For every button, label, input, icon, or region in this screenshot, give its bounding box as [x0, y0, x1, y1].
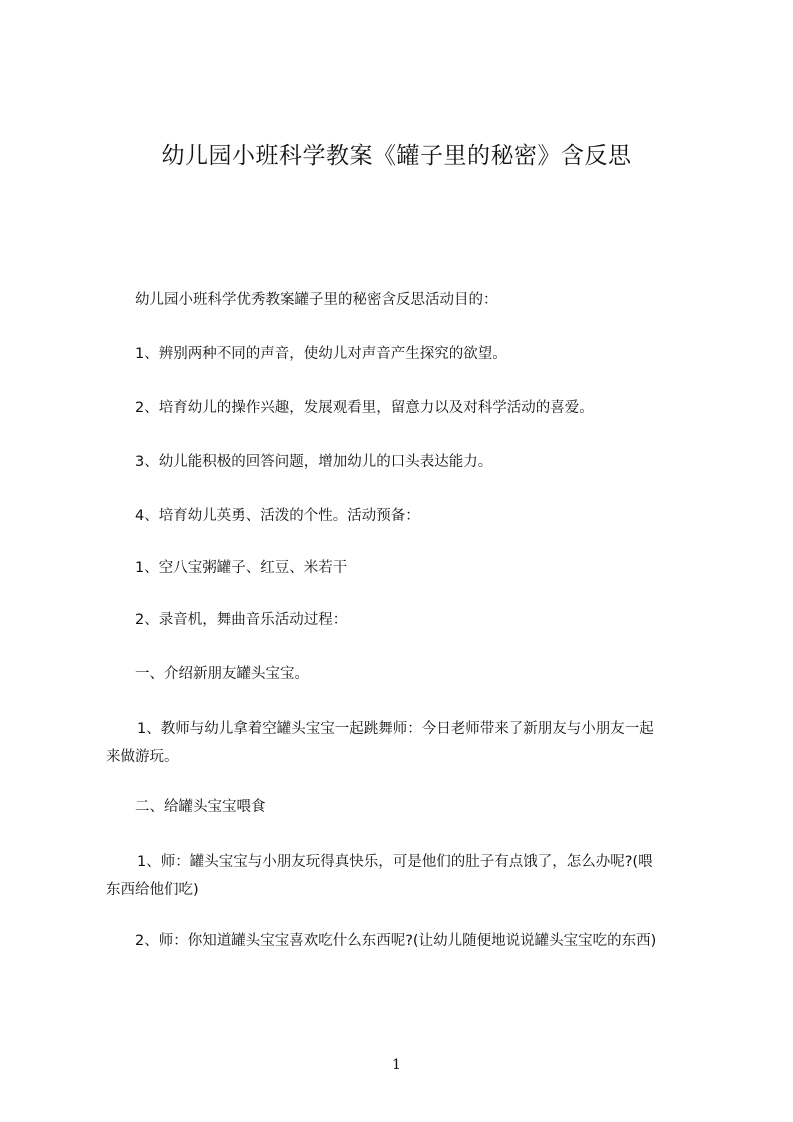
paragraph-feed-1 — [0, 848, 793, 904]
paragraph-feed-1-line-2: 东西给他们吃) — [106, 882, 199, 898]
paragraph-step-1 — [0, 715, 793, 771]
heading-section-1: 一、介绍新朋友罐头宝宝。 — [135, 666, 309, 682]
paragraph-objectives: 幼儿园小班科学优秀教案罐子里的秘密含反思活动目的： — [135, 292, 498, 308]
paragraph-prep-2: 2、录音机，舞曲音乐活动过程： — [135, 612, 348, 628]
paragraph-goal-2: 2、培育幼儿的操作兴趣，发展观看里，留意力以及对科学活动的喜爱。 — [135, 400, 594, 416]
paragraph-prep-1: 1、空八宝粥罐子、红豆、米若干 — [135, 560, 348, 576]
paragraph-feed-2: 2、师：你知道罐头宝宝喜欢吃什么东西呢?(让幼儿随便地说说罐头宝宝吃的东西) — [135, 933, 657, 949]
paragraph-step-1-line-2: 来做游玩。 — [106, 749, 179, 765]
paragraph-goal-1: 1、辨别两种不同的声音，使幼儿对声音产生探究的欲望。 — [135, 346, 507, 362]
paragraph-feed-1-line-1: 1、师：罐头宝宝与小朋友玩得真快乐，可是他们的肚子有点饿了，怎么办呢?(喂 — [137, 854, 653, 870]
document-title: 幼儿园小班科学教案《罐子里的秘密》含反思 — [161, 143, 632, 169]
paragraph-goal-4: 4、培育幼儿英勇、活泼的个性。活动预备： — [135, 508, 420, 524]
paragraph-goal-3: 3、幼儿能积极的回答问题，增加幼儿的口头表达能力。 — [135, 454, 493, 470]
page-number: 1 — [392, 1057, 401, 1073]
heading-section-2: 二、给罐头宝宝喂食 — [135, 799, 266, 815]
paragraph-step-1-line-1: 1、教师与幼儿拿着空罐头宝宝一起跳舞师：今日老师带来了新朋友与小朋友一起 — [137, 721, 654, 737]
